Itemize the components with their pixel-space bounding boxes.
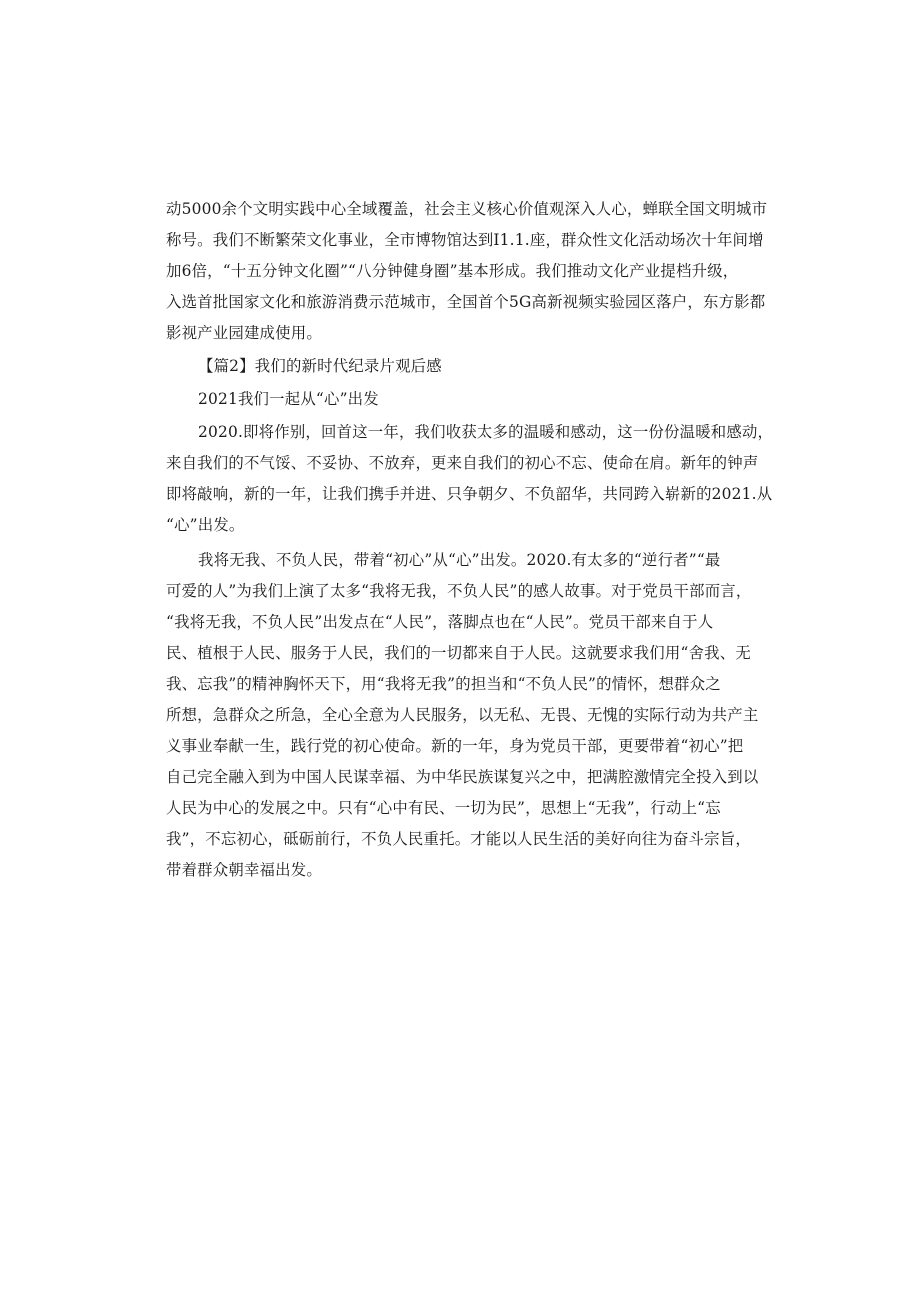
section-heading-block xyxy=(166,351,756,382)
subheading-block xyxy=(166,384,756,415)
text-line: 2020.即将作别，回首这一年，我们收获太多的温暖和感动，这一份份温暖和感动， xyxy=(198,423,774,441)
text-line: 我、忘我”的精神胸怀天下，用“我将无我”的担当和“不负人民”的情怀，想群众之 xyxy=(166,675,721,693)
text-line: 来自我们的不气馁、不妥协、不放弃，更来自我们的初心不忘、使命在肩。新年的钟声 xyxy=(166,454,759,472)
text-line: 加6倍，“十五分钟文化圈”“八分钟健身圈”基本形成。我们推动文化产业提档升级， xyxy=(166,262,739,280)
text-line: 我”，不忘初心，砥砺前行，不负人民重托。才能以人民生活的美好向往为奋斗宗旨， xyxy=(166,830,751,848)
text-line: 我将无我、不负人民，带着“初心”从“心”出发。2020.有太多的“逆行者”“最 xyxy=(198,551,721,569)
subheading: 2021我们一起从“心”出发 xyxy=(198,390,379,408)
text-line: 即将敲响，新的一年，让我们携手并进、只争朝夕、不负韶华，共同跨入崭新的2021.从 xyxy=(166,485,773,503)
text-line: “我将无我，不负人民”出发点在“人民”，落脚点也在“人民”。党员干部来自于人 xyxy=(166,613,714,631)
text-line: 带着群众朝幸福出发。 xyxy=(166,861,322,879)
paragraph-culture-achievements xyxy=(166,194,768,349)
text-line: 人民为中心的发展之中。只有“心中有民、一切为民”，思想上“无我”，行动上“忘 xyxy=(166,799,721,817)
text-line: 自己完全融入到为中国人民谋幸福、为中华民族谋复兴之中，把满腔激情完全投入到以 xyxy=(166,768,759,786)
text-line: 入选首批国家文化和旅游消费示范城市，全国首个5G高新视频实验园区落户，东方影都 xyxy=(166,293,766,311)
document-body xyxy=(166,194,774,886)
text-line: 民、植根于人民、服务于人民，我们的一切都来自于人民。这就要求我们用“舍我、无 xyxy=(166,644,751,662)
text-line: 可爱的人”为我们上演了太多“我将无我，不负人民”的感人故事。对于党员干部而言， xyxy=(166,582,752,600)
text-line: 义事业奉献一生，践行党的初心使命。新的一年，身为党员干部，更要带着“初心”把 xyxy=(166,737,744,755)
text-line: 称号。我们不断繁荣文化事业，全市博物馆达到I1.1.座，群众性文化活动场次十年间增 xyxy=(166,231,764,249)
text-line: 动5000余个文明实践中心全域覆盖，社会主义核心价值观深入人心，蝉联全国文明城市 xyxy=(166,200,768,218)
text-line: “心”出发。 xyxy=(166,516,245,534)
paragraph-serve-people xyxy=(166,545,759,886)
paragraph-new-year xyxy=(166,417,774,541)
text-line: 所想，急群众之所急，全心全意为人民服务，以无私、无畏、无愧的实际行动为共产主 xyxy=(166,706,759,724)
text-line: 影视产业园建成使用。 xyxy=(166,324,322,342)
section-heading: 【篇2】我们的新时代纪录片观后感 xyxy=(198,357,442,375)
